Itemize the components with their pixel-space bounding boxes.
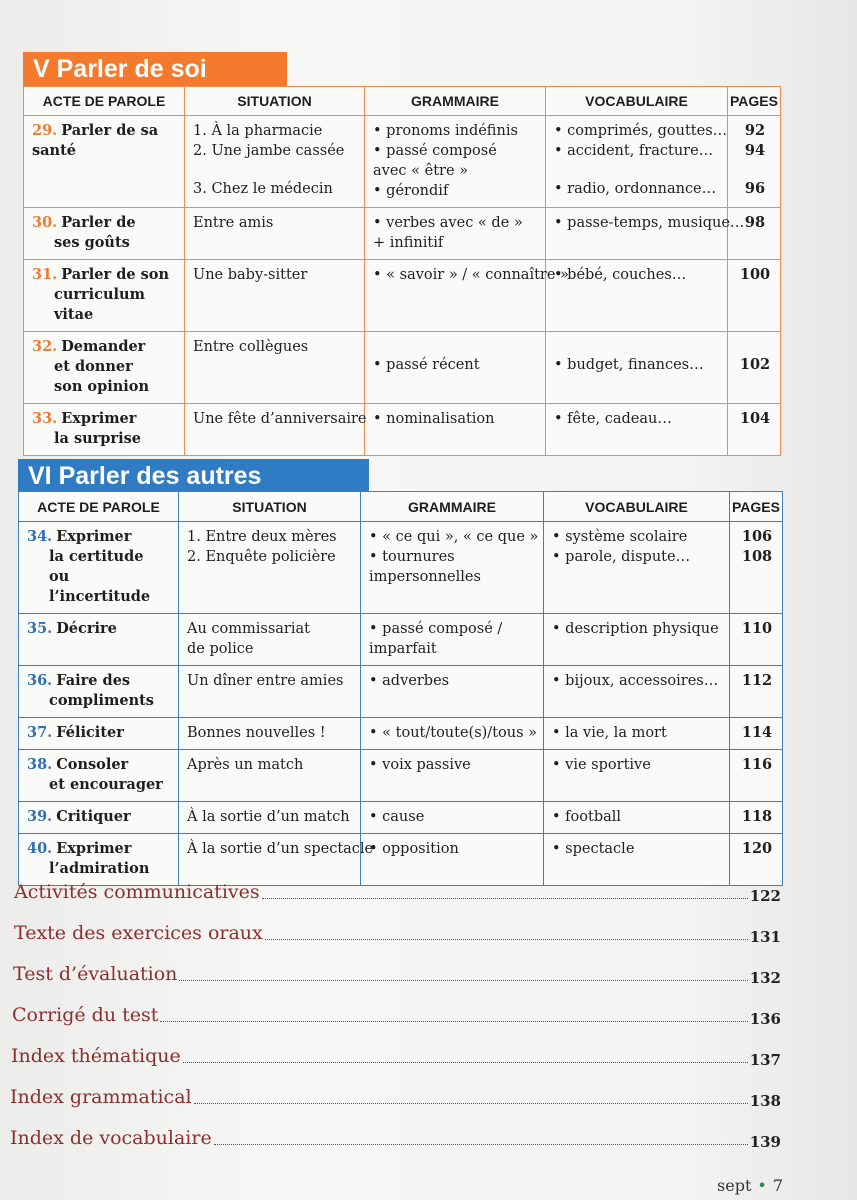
act-line [27,807,172,827]
lesson-number: 33. [32,410,58,427]
page-number: 112 [741,672,773,689]
appendix-title: Test d’évaluation [13,963,178,985]
situation-line: Une baby-sitter [193,267,308,283]
cell-situation [185,208,365,260]
bullet-icon: • [757,1176,767,1195]
cell-vocabulaire [546,260,728,332]
cell-vocabulaire [544,802,730,834]
lesson-number: 32. [32,338,58,355]
section-title: VI Parler des autres [18,459,369,493]
cell-grammaire [361,802,544,834]
grammaire-line: • opposition [369,841,459,857]
act-line [27,723,172,743]
leader-dots [179,980,748,981]
table-row [24,208,781,260]
vocabulaire-line: • la vie, la mort [552,725,667,741]
situation-line: Entre collègues [193,339,309,355]
grammaire-line: • cause [369,809,425,825]
table-row [19,750,783,802]
act-text: Décrire [56,620,117,637]
grammaire-line: • adverbes [369,673,450,689]
cell-situation [179,802,361,834]
vocabulaire-line: • vie sportive [552,757,651,773]
page-number [736,161,774,179]
cell-acte-de-parole [24,116,185,208]
cell-vocabulaire [544,614,730,666]
cell-acte-de-parole [24,404,185,456]
column-header-grammaire: GRAMMAIRE [365,87,546,116]
lesson-number: 36. [27,672,53,689]
table-header-row [24,87,781,116]
appendix-entry [14,918,781,948]
cell-acte-de-parole [19,718,179,750]
lesson-number: 34. [27,528,53,545]
page-number: 110 [741,620,773,637]
appendix-page-number: 138 [749,1092,781,1110]
column-header-grammaire: GRAMMAIRE [361,492,544,522]
appendix-title: Texte des exercices oraux [14,922,263,944]
vocabulaire-line: • football [552,809,622,825]
cell-pages [730,750,783,802]
cell-vocabulaire [546,208,745,260]
cell-pages [730,718,783,750]
grammaire-line: • nominalisation [373,411,495,427]
appendix-entry [10,1082,781,1112]
table-row [24,116,781,208]
leader-dots [183,1062,748,1063]
cell-pages [730,802,783,834]
column-header-vocabulaire: VOCABULAIRE [546,87,728,116]
page-number: 92 [744,122,766,139]
act-line: l’admiration [49,860,150,877]
page-number: 106 [741,528,773,545]
leader-dots [262,898,748,899]
table-row [24,260,781,332]
column-header-acte-de-parole: ACTE DE PAROLE [19,492,179,522]
grammaire-line: • passé composé [373,143,497,159]
cell-grammaire [361,718,544,750]
vocabulaire-line [554,337,721,355]
page-number: 120 [741,840,773,857]
grammaire-line: • « tout/toute(s)/tous » [369,725,538,741]
cell-acte-de-parole [24,332,185,404]
situation-line: Un dîner entre amies [187,673,344,689]
cell-situation [185,332,365,404]
contents-table [23,86,781,456]
appendix-page-number: 122 [749,887,781,905]
appendix-title: Index thématique [11,1045,181,1067]
act-text: Consoler [56,756,129,773]
page-number: 7 [772,1176,783,1195]
cell-pages [728,260,781,332]
act-line [27,755,172,775]
cell-acte-de-parole [19,666,179,718]
page-number: 114 [741,724,773,741]
contents-table [18,491,783,886]
leader-dots [194,1103,748,1104]
page-number: 98 [744,214,766,231]
cell-grammaire [365,260,569,332]
grammaire-line [373,337,539,355]
cell-pages [730,522,783,614]
grammaire-line: • tournures [369,549,455,565]
cell-situation [185,116,365,208]
situation-line: Après un match [187,757,304,773]
act-line [27,671,172,691]
situation-line: Au commissariat [187,621,310,637]
cell-grammaire [361,666,544,718]
situation-line: À la sortie d’un match [187,809,350,825]
page-number-word: sept [717,1176,752,1195]
column-header-vocabulaire: VOCABULAIRE [544,492,730,522]
cell-pages [730,614,783,666]
grammaire-line: • « ce qui », « ce que » [369,529,539,545]
cell-pages [730,666,783,718]
section-title: V Parler de soi [23,52,287,86]
page-footer [717,1176,783,1195]
lesson-number: 30. [32,214,58,231]
situation-line: Bonnes nouvelles ! [187,725,326,741]
cell-pages [728,116,781,208]
act-text: Parler de son [61,266,169,283]
act-line [32,265,178,285]
cell-pages [728,404,781,456]
table-row [19,522,783,614]
appendix-title: Corrigé du test [12,1004,159,1026]
appendix-entry [12,1000,781,1030]
cell-vocabulaire [546,404,728,456]
act-text: Parler de [61,214,136,231]
situation-line: 3. Chez le médecin [193,181,333,197]
grammaire-line: impersonnelles [369,569,481,585]
act-text: Exprimer [61,410,137,427]
cell-situation [179,666,361,718]
table-row [24,332,781,404]
page-number: 94 [744,142,766,159]
cell-grammaire [365,116,546,208]
vocabulaire-line: • budget, finances… [554,357,704,373]
appendix-title: Index grammatical [10,1086,192,1108]
leader-dots [160,1021,748,1022]
page-number: 118 [741,808,773,825]
cell-vocabulaire [544,666,730,718]
situation-line: 1. Entre deux mères [187,529,337,545]
column-header-situation: SITUATION [179,492,361,522]
appendix-page-number: 132 [749,969,781,987]
grammaire-line: + infinitif [373,235,444,251]
vocabulaire-line: • système scolaire [552,529,688,545]
leader-dots [265,939,748,940]
cell-acte-de-parole [19,802,179,834]
vocabulaire-line: • bijoux, accessoires… [552,673,719,689]
page-number: 104 [739,410,771,427]
page-number: 100 [739,266,771,283]
act-line: compliments [49,692,154,709]
grammaire-line: • pronoms indéfinis [373,123,518,139]
appendix-title: Activités communicatives [14,881,260,903]
act-line: et encourager [49,776,163,793]
grammaire-line: • voix passive [369,757,471,773]
appendix-entry [10,1123,781,1153]
act-line [27,527,172,547]
act-text: Exprimer [56,840,132,857]
cell-vocabulaire [544,750,730,802]
cell-acte-de-parole [19,750,179,802]
grammaire-line: • passé composé / [369,621,503,637]
table-row [19,718,783,750]
act-line [32,409,178,429]
grammaire-line: • passé récent [373,357,480,373]
cell-grammaire [365,404,546,456]
cell-vocabulaire [546,116,728,208]
vocabulaire-line [554,161,721,179]
act-line: son opinion [54,378,150,395]
situation-line [193,161,358,179]
lesson-number: 35. [27,620,53,637]
grammaire-line: • verbes avec « de » [373,215,523,231]
lesson-number: 39. [27,808,53,825]
table-row [24,404,781,456]
act-line [27,839,172,859]
situation-line: 2. Enquête policière [187,549,336,565]
cell-situation [179,750,361,802]
act-line [32,337,178,357]
act-line [32,213,178,233]
act-text: Parler de sa santé [32,122,159,159]
column-header-pages: PAGES [728,87,781,116]
vocabulaire-line: • radio, ordonnance… [554,181,717,197]
act-text: Demander [61,338,146,355]
situation-line: 2. Une jambe cassée [193,143,345,159]
act-line [32,121,178,161]
appendix-title: Index de vocabulaire [10,1127,212,1149]
appendix-page-number: 139 [749,1133,781,1151]
act-line: la certitude [49,548,144,565]
table-row [19,666,783,718]
vocabulaire-line: • spectacle [552,841,635,857]
cell-grammaire [361,750,544,802]
act-text: Exprimer [56,528,132,545]
act-line [27,619,172,639]
act-line: curriculum vitae [54,286,145,323]
situation-line: 1. À la pharmacie [193,123,323,139]
vocabulaire-line: • fête, cadeau… [554,411,672,427]
page-number: 116 [741,756,773,773]
appendix-page-number: 131 [749,928,781,946]
cell-situation [185,260,365,332]
act-text: Féliciter [56,724,124,741]
page-number: 102 [739,356,771,373]
appendix-page-number: 136 [749,1010,781,1028]
page-number: 108 [741,548,773,565]
cell-vocabulaire [544,522,730,614]
cell-acte-de-parole [19,614,179,666]
situation-line: Une fête d’anniversaire [193,411,367,427]
column-header-situation: SITUATION [185,87,365,116]
cell-grammaire [361,614,544,666]
vocabulaire-line: • comprimés, gouttes… [554,123,728,139]
cell-acte-de-parole [24,260,185,332]
lesson-number: 40. [27,840,53,857]
appendix-entry [14,877,781,907]
cell-vocabulaire [546,332,728,404]
grammaire-line: • gérondif [373,183,449,199]
vocabulaire-line: • accident, fracture… [554,143,714,159]
cell-situation [179,614,361,666]
appendix-entry [11,1041,781,1071]
cell-grammaire [365,208,546,260]
column-header-acte-de-parole: ACTE DE PAROLE [24,87,185,116]
cell-situation [185,404,365,456]
act-text: Critiquer [56,808,131,825]
cell-grammaire [361,522,544,614]
grammaire-line: • « savoir » / « connaître » [373,267,569,283]
lesson-number: 29. [32,122,58,139]
lesson-number: 38. [27,756,53,773]
act-line: ses goûts [54,234,130,251]
appendix-entry [13,959,781,989]
vocabulaire-line: • parole, dispute… [552,549,691,565]
cell-situation [179,522,361,614]
grammaire-line: imparfait [369,641,437,657]
situation-line: de police [187,641,254,657]
cell-acte-de-parole [24,208,185,260]
page-number: 96 [744,180,766,197]
page-number [736,337,774,355]
situation-line: Entre amis [193,215,274,231]
appendix-page-number: 137 [749,1051,781,1069]
act-line: et donner [54,358,133,375]
cell-acte-de-parole [19,522,179,614]
vocabulaire-line: • passe-temps, musique… [554,215,745,231]
situation-line: À la sortie d’un spectacle [187,841,374,857]
table-row [19,614,783,666]
lesson-number: 37. [27,724,53,741]
lesson-number: 31. [32,266,58,283]
grammaire-line: avec « être » [373,163,469,179]
table-row [19,802,783,834]
act-line: ou l’incertitude [49,568,151,605]
cell-situation [179,718,361,750]
cell-vocabulaire [544,718,730,750]
cell-pages [728,332,781,404]
vocabulaire-line: • bébé, couches… [554,267,687,283]
table-header-row [19,492,783,522]
act-line: la surprise [54,430,141,447]
vocabulaire-line: • description physique [552,621,719,637]
cell-grammaire [365,332,546,404]
act-text: Faire des [56,672,131,689]
leader-dots [214,1144,748,1145]
column-header-pages: PAGES [730,492,783,522]
